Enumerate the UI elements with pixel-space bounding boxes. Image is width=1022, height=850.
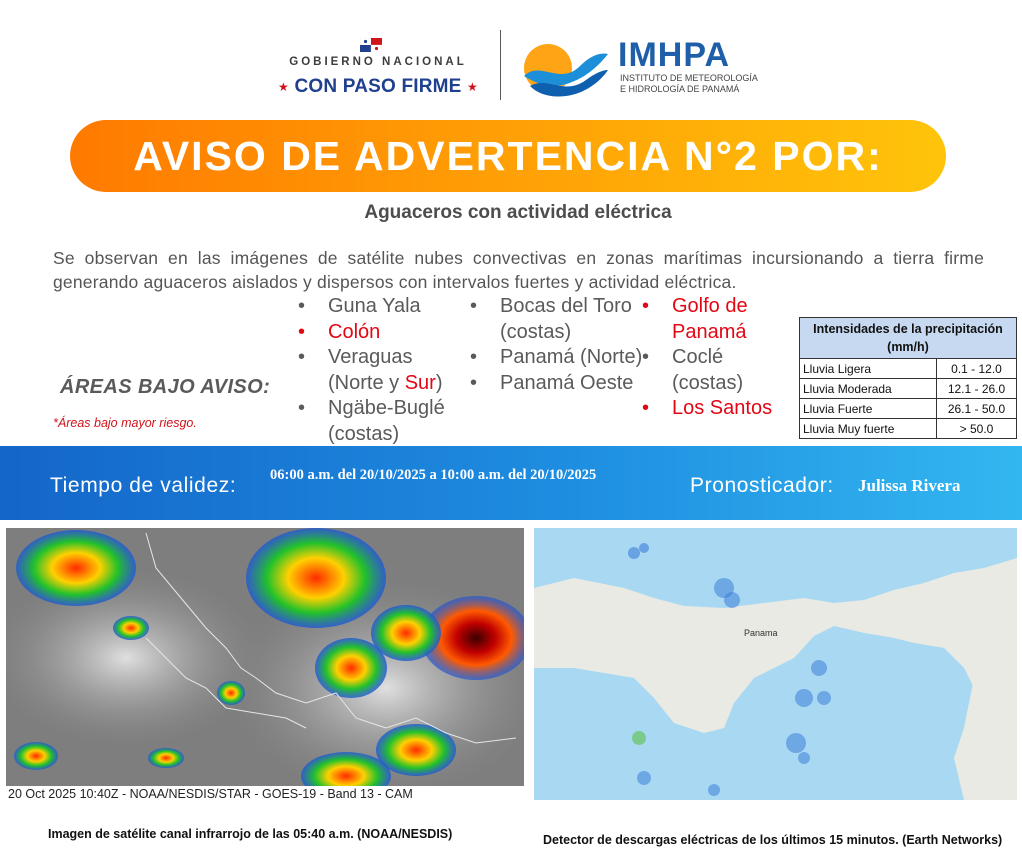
table-row — [800, 419, 1017, 439]
intensity-label: Lluvia Moderada — [800, 379, 937, 399]
gov-line2 — [268, 76, 488, 98]
area-item — [298, 345, 468, 396]
intensity-label: Lluvia Ligera — [800, 359, 937, 379]
validity-value: 06:00 a.m. del 20/10/2025 a 10:00 a.m. del 20/10/2025 — [270, 467, 597, 483]
area-item-risk: • Los Santos — [642, 396, 797, 422]
area-text: Veraguas (Norte y — [328, 346, 413, 394]
areas-column-3 — [642, 294, 797, 422]
intensity-label: Lluvia Muy fuerte — [800, 419, 937, 439]
star-icon: ★ — [467, 79, 479, 94]
gov-slogan: CON PASO FIRME — [294, 76, 462, 97]
map-label: Panama — [744, 628, 778, 638]
areas-column-2 — [470, 294, 645, 396]
title-banner — [70, 120, 946, 192]
star-icon: ★ — [277, 79, 289, 94]
lightning-map — [534, 528, 1017, 800]
validity-label: Tiempo de validez: — [50, 474, 237, 497]
areas-title: ÁREAS BAJO AVISO: — [60, 376, 271, 398]
imhpa-logo-icon — [520, 36, 610, 100]
org-sub-line2: E HIDROLOGÍA DE PANAMÁ — [620, 84, 740, 94]
forecaster-label: Pronosticador: — [690, 474, 834, 497]
intensity-header: Intensidades de la precipitación (mm/h) — [800, 318, 1017, 359]
area-text: ) — [435, 371, 443, 394]
area-item-risk: • Colón — [298, 320, 468, 346]
area-item: • Panamá Oeste — [470, 371, 645, 397]
satellite-image — [6, 528, 524, 802]
table-row — [800, 399, 1017, 419]
areas-column-1 — [298, 294, 468, 447]
description: Se observan en las imágenes de satélite nubes convectivas en zonas marítimas incursionando a tierra firme generando aguaceros aislados y dispersos con intervalos fuertes y actividad eléctrica. — [53, 248, 984, 292]
page-title: AVISO DE ADVERTENCIA N°2 POR: — [133, 132, 883, 179]
government-logo — [268, 34, 488, 104]
area-item: • Ngäbe-Buglé (costas) — [298, 396, 468, 447]
area-risk-word: Sur — [404, 371, 436, 394]
intensity-range: 12.1 - 26.0 — [937, 379, 1017, 399]
panama-flag-icon — [360, 38, 382, 52]
subtitle: Aguaceros con actividad eléctrica — [364, 202, 672, 223]
org-subtitle — [620, 73, 780, 95]
intensity-range: 26.1 - 50.0 — [937, 399, 1017, 419]
satellite-infrared-graphic — [6, 528, 524, 802]
areas-note: *Áreas bajo mayor riesgo. — [53, 416, 197, 430]
table-row — [800, 379, 1017, 399]
lightning-caption: Detector de descargas eléctricas de los últimos 15 minutos. (Earth Networks) — [543, 833, 1003, 847]
forecaster-name: Julissa Rivera — [858, 476, 961, 495]
area-item: • Guna Yala — [298, 294, 468, 320]
gov-line1: GOBIERNO NACIONAL — [289, 56, 467, 68]
lightning-map-graphic — [534, 528, 1017, 800]
intensity-table — [799, 317, 1017, 439]
area-item: • Coclé (costas) — [642, 345, 797, 396]
table-row — [800, 359, 1017, 379]
area-item: • Panamá (Norte) — [470, 345, 645, 371]
header-divider — [500, 30, 501, 100]
satellite-stamp: 20 Oct 2025 10:40Z - NOAA/NESDIS/STAR - GOES-19 - Band 13 - CAM — [6, 786, 524, 802]
intensity-label: Lluvia Fuerte — [800, 399, 937, 419]
satellite-caption: Imagen de satélite canal infrarrojo de las 05:40 a.m. (NOAA/NESDIS) — [48, 827, 453, 841]
area-item: • Bocas del Toro (costas) — [470, 294, 645, 345]
org-sub-line1: INSTITUTO DE METEOROLOGÍA — [620, 73, 758, 83]
org-name: IMHPA — [618, 36, 731, 74]
intensity-range: > 50.0 — [937, 419, 1017, 439]
intensity-range: 0.1 - 12.0 — [937, 359, 1017, 379]
area-item-risk: • Golfo de Panamá — [642, 294, 797, 345]
